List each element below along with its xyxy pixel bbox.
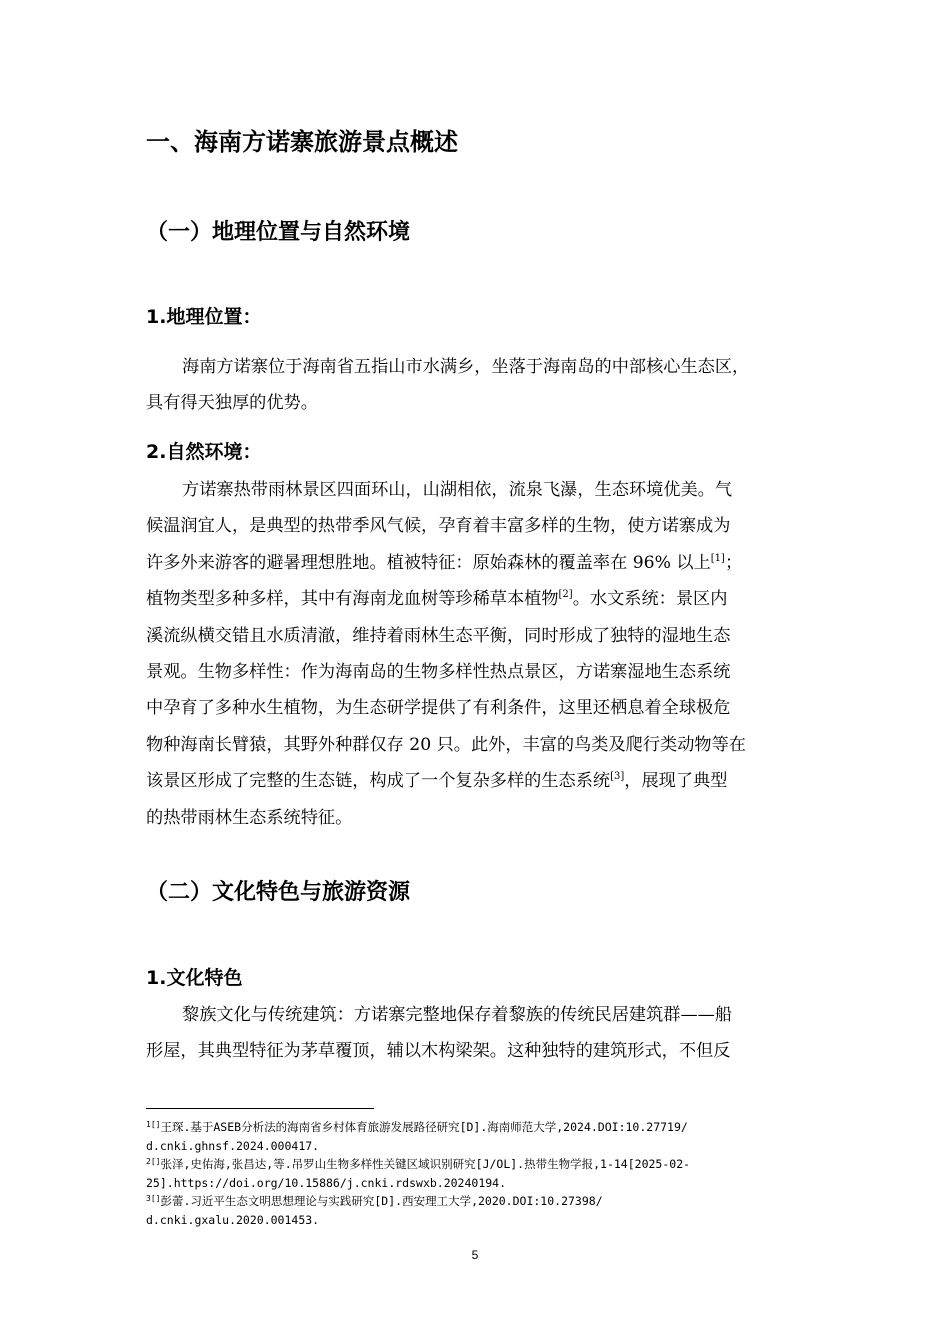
footnote-text: 王琛.基于ASEB分析法的海南省乡村体育旅游发展路径研究[D].海南师范大学,2024.DOI:10.27719/ (160, 1120, 688, 1134)
section-heading-culture: （二）文化特色与旅游资源 (146, 880, 411, 905)
footnote-1-cont: d.cnki.ghnsf.2024.000417. (146, 1138, 320, 1153)
text-line: 景观。生物多样性：作为海南岛的生物多样性热点景区，方诺寨湿地生态系统 (146, 661, 731, 682)
text-line: 海南方诺寨位于海南省五指山市水满乡，坐落于海南岛的中部核心生态区， (182, 357, 750, 377)
text-line: 候温润宜人，是典型的热带季风气候，孕育着丰富多样的生物，使方诺寨成为 (146, 516, 731, 537)
text-segment: 。水文系统：景区内 (572, 589, 728, 610)
subheading-culture: 1.文化特色 (146, 967, 243, 989)
text-line: 具有得天独厚的优势。 (146, 393, 318, 414)
text-segment: 植物类型多种多样，其中有海南龙血树等珍稀草本植物 (146, 589, 559, 610)
paragraph-culture (146, 997, 810, 1070)
text-line (146, 545, 810, 581)
footnote-text: 张泽,史佑海,张昌达,等.吊罗山生物多样性关键区域识别研究[J/OL].热带生物学报,1-14[2025-02- (160, 1157, 691, 1171)
paragraph-location (146, 349, 810, 422)
text-line: 溪流纵横交错且水质清澈，维持着雨林生态平衡，同时形成了独特的湿地生态 (146, 625, 731, 646)
footnote-3-cont: d.cnki.gxalu.2020.001453. (146, 1212, 320, 1227)
paragraph-environment (146, 472, 810, 836)
text-line: 中孕育了多种水生植物，为生态研学提供了有利条件，这里还栖息着全球极危 (146, 698, 731, 719)
text-line (146, 581, 810, 617)
text-line: 物种海南长臂猿，其野外种群仅存 20 只。此外，丰富的鸟类及爬行类动物等在 (146, 734, 746, 755)
text-segment: 该景区形成了完整的生态链，构成了一个复杂多样的生态系统 (146, 771, 611, 792)
section-heading-geography: （一）地理位置与自然环境 (146, 220, 411, 245)
text-line (146, 763, 810, 799)
citation-ref-2[interactable]: [2] (558, 589, 573, 601)
text-line: 黎族文化与传统建筑：方诺寨完整地保存着黎族的传统民居建筑群——船 (182, 1005, 733, 1025)
footnote-mark: 3[] (146, 1194, 161, 1203)
subheading-environment: 2.自然环境： (146, 441, 262, 463)
footnote-mark: 2[] (146, 1157, 161, 1166)
citation-ref-3[interactable]: [3] (610, 771, 625, 783)
footnote-3 (146, 1192, 826, 1211)
footnote-mark: 1[] (146, 1120, 161, 1129)
citation-ref-1[interactable]: [1] (710, 552, 725, 564)
footnote-2-cont: 25].https://doi.org/10.15886/j.cnki.rdswxb.20240194. (146, 1175, 507, 1190)
subheading-location: 1.地理位置： (146, 306, 262, 328)
text-line: 的热带雨林生态系统特征。 (146, 807, 353, 828)
chapter-heading: 一、海南方诺寨旅游景点概述 (146, 128, 458, 156)
text-line: 形屋，其典型特征为茅草覆顶，辅以木构梁架。这种独特的建筑形式，不但反 (146, 1041, 731, 1062)
footnotes (146, 1118, 826, 1229)
footnote-2 (146, 1155, 826, 1174)
text-segment: ，展现了典型 (624, 771, 728, 792)
text-line: 方诺寨热带雨林景区四面环山，山湖相依，流泉飞瀑，生态环境优美。气 (182, 480, 733, 500)
page-number: 5 (471, 1248, 479, 1262)
text-segment: ； (724, 552, 743, 573)
footnote-text: 彭蕾.习近平生态文明思想理论与实践研究[D].西安理工大学,2020.DOI:10.27398/ (160, 1194, 603, 1208)
footnote-separator (146, 1108, 374, 1109)
footnote-1 (146, 1118, 826, 1137)
text-segment: 许多外来游客的避暑理想胜地。植被特征：原始森林的覆盖率在 96% 以上 (146, 552, 711, 573)
